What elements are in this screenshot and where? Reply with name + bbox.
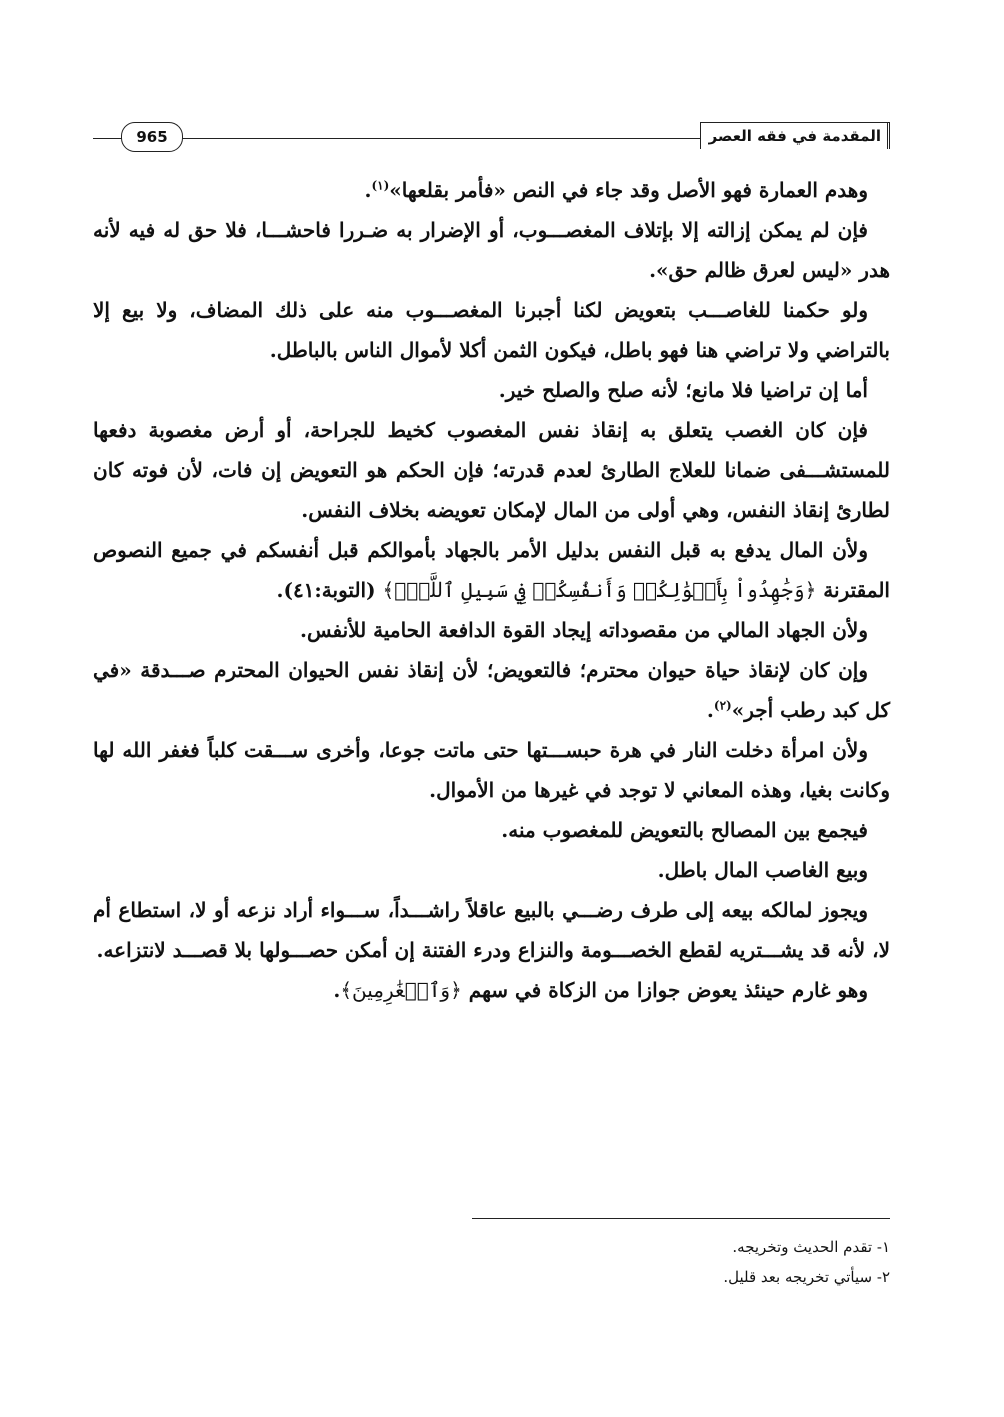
paragraph-3: ولو حكمنا للغاصـــب بتعويض لكنا أجبرنا المغصـــوب منه على ذلك المضاف، ولا بيع إلا بالتراضي ولا تراضي هنا فهو باطل، فيكون الثمن أكلا لأموال الناس بالباطل.	[93, 298, 890, 362]
page-number: 965	[121, 122, 183, 152]
quran-verse: ﴿وَٱلۡغَٰرِمِينَ﴾	[340, 978, 462, 1002]
paragraph-9: ولأن امرأة دخلت النار في هرة حبســـتها حتى ماتت جوعا، وأخرى ســـقت كلباً فغفر الله لها وكانت بغيا، وهذه المعاني لا توجد في غيرها من الأموال.	[93, 738, 890, 802]
paragraph-1: وهدم العمارة فهو الأصل وقد جاء في النص «فأمر بقلعها»$^{(١)}$.	[364, 178, 868, 202]
paragraph-10: فيجمع بين المصالح بالتعويض للمغصوب منه.	[501, 818, 868, 842]
book-title: المقدمة في فقه العصر	[700, 122, 890, 149]
footnote-marker-2[interactable]: (٢)	[713, 698, 732, 713]
quran-verse: ﴿وَجَٰهِدُواْ بِأَمۡوَٰلِكُمۡ وَأَنفُسِكُمۡ فِي سَبِيلِ ٱللَّهِۚ﴾	[382, 578, 817, 602]
paragraph-5: فإن كان الغصب يتعلق به إنقاذ نفس المغصوب كخيط للجراحة، أو أرض مغصوبة دفعها للمستشـــفى ضمانا للعلاج الطارئ لعدم قدرته؛ فإن الحكم هو التعويض إن فات، لأن فوته كان لطارئ إنقاذ النفس، وهي أولى من المال لإمكان تعويضه بخلاف النفس.	[93, 418, 890, 522]
paragraph-4: أما إن تراضيا فلا مانع؛ لأنه صلح والصلح خير.	[498, 378, 868, 402]
paragraph-13: وهو غارم حينئذ يعوض جوازا من الزكاة في سهم ﴿وَٱلۡغَٰرِمِينَ﴾.	[333, 978, 868, 1002]
footnote-2: ٢- سيأتي تخريجه بعد قليل.	[723, 1268, 890, 1286]
main-text	[93, 170, 890, 1010]
paragraph-7: ولأن الجهاد المالي من مقصوداته إيجاد القوة الدافعة الحامية للأنفس.	[299, 618, 868, 642]
page-header	[93, 118, 890, 158]
footnote-separator	[472, 1218, 890, 1219]
paragraph-6: ولأن المال يدفع به قبل النفس بدليل الأمر بالجهاد بأموالكم قبل أنفسكم في جميع النصوص المقترنة ﴿وَجَٰهِدُواْ بِأَمۡوَٰلِكُمۡ وَأَنفُسِكُمۡ فِي سَبِيلِ ٱللَّهِۚ﴾ (التوبة:٤١).	[93, 538, 890, 602]
footnote-1: ١- تقدم الحديث وتخريجه.	[732, 1238, 890, 1256]
paragraph-8: وإن كان لإنقاذ حياة حيوان محترم؛ فالتعويض؛ لأن إنقاذ نفس الحيوان المحترم صـــدقة «في كل كبد رطب أجر»$^{(٢)}$.	[93, 658, 890, 722]
paragraph-12: ويجوز لمالكه بيعه إلى طرف رضـــي بالبيع عاقلاً راشـــداً، ســـواء أراد نزعه أو لا، استطاع أم لا، لأنه قد يشـــتريه لقطع الخصـــومة والنزاع ودرء الفتنة إن أمكن حصـــولها بلا قصـــد لانتزاعه.	[93, 898, 890, 962]
footnote-marker-1[interactable]: (١)	[371, 178, 390, 193]
paragraph-2: فإن لم يمكن إزالته إلا بإتلاف المغصـــوب، أو الإضرار به ضـررا فاحشـــا، فلا حق له فيه لأنه هدر «ليس لعرق ظالم حق».	[93, 218, 890, 282]
footnotes	[93, 1232, 890, 1292]
paragraph-11: وبيع الغاصب المال باطل.	[657, 858, 868, 882]
